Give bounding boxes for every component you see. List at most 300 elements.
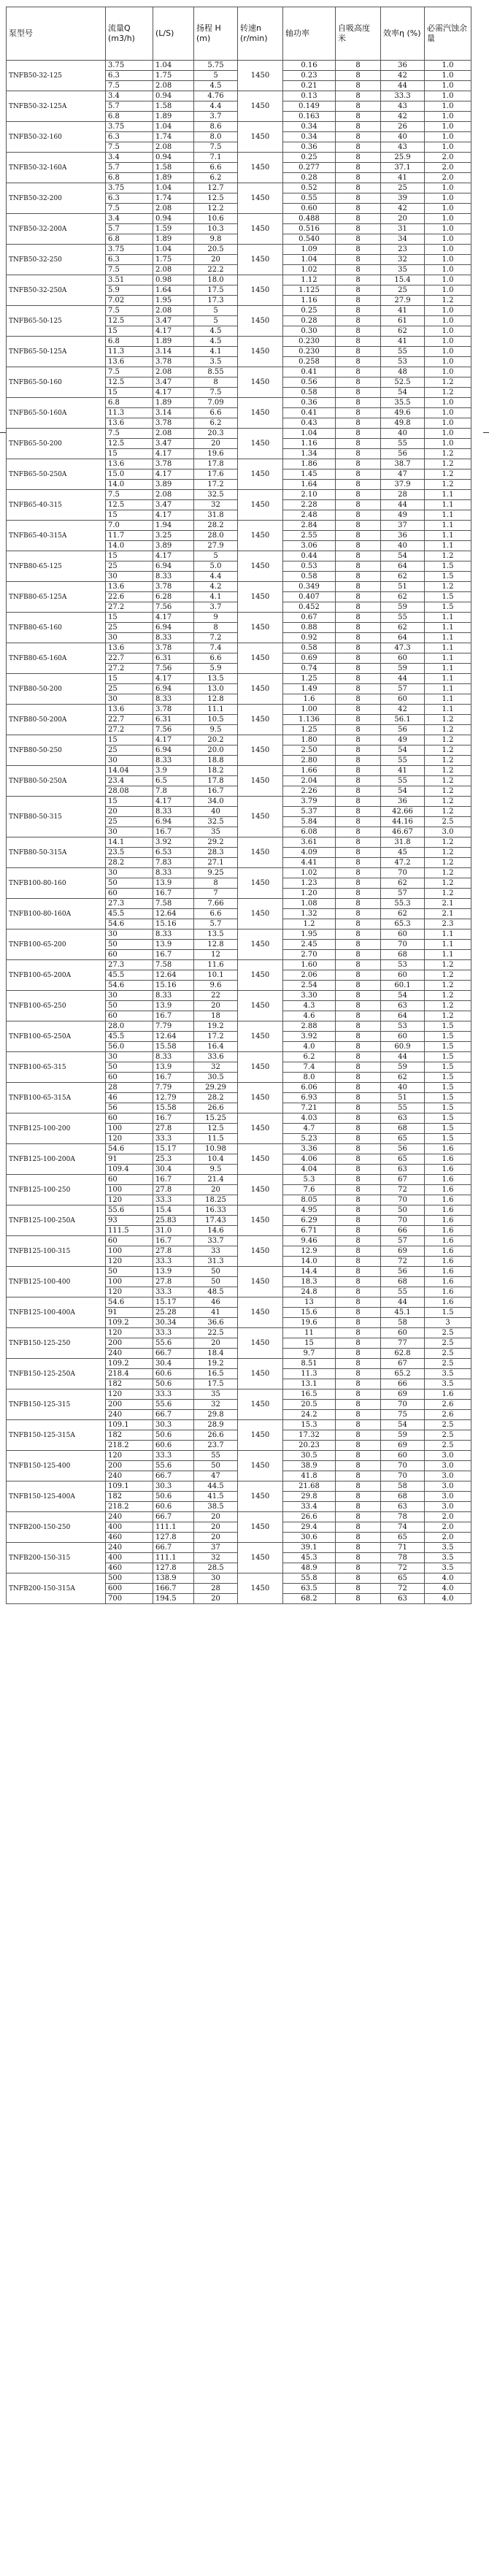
model-cell: TNFB50-32-160	[7, 122, 106, 153]
flow-ls-cell: 7.56	[153, 664, 194, 674]
efficiency-cell: 41	[381, 766, 425, 776]
shaft-power-cell: 0.258	[283, 357, 336, 367]
npshr-cell: 1.2	[425, 766, 471, 776]
npshr-cell: 1.2	[425, 1011, 471, 1021]
shaft-power-cell: 2.28	[283, 500, 336, 510]
shaft-power-cell: 2.45	[283, 940, 336, 950]
head-cell: 30	[194, 1573, 238, 1584]
efficiency-cell: 60	[381, 653, 425, 664]
flow-m3h-cell: 15	[106, 613, 153, 623]
head-cell: 19.2	[194, 1359, 238, 1369]
head-cell: 4.1	[194, 592, 238, 602]
head-cell: 8.0	[194, 132, 238, 142]
shaft-power-cell: 24.8	[283, 1287, 336, 1297]
suction-height-cell: 8	[336, 480, 381, 490]
flow-ls-cell: 4.17	[153, 735, 194, 745]
flow-m3h-cell: 27.3	[106, 899, 153, 909]
npshr-cell: 1.0	[425, 101, 471, 112]
flow-m3h-cell: 6.8	[106, 398, 153, 408]
shaft-power-cell: 17.32	[283, 1430, 336, 1441]
flow-ls-cell: 8.33	[153, 694, 194, 705]
efficiency-cell: 56	[381, 449, 425, 459]
header-speed: 转速n (r/min)	[238, 7, 283, 61]
speed-cell: 1450	[238, 521, 283, 551]
flow-ls-cell: 60.6	[153, 1369, 194, 1379]
model-cell: TNFB150-125-400	[7, 1451, 106, 1481]
npshr-cell: 1.0	[425, 122, 471, 132]
npshr-cell: 1.2	[425, 858, 471, 868]
flow-ls-cell: 0.94	[153, 214, 194, 224]
head-cell: 20.5	[194, 245, 238, 255]
table-row	[7, 1328, 471, 1338]
model-cell: TNFB150-125-400A	[7, 1481, 106, 1512]
head-cell: 18.0	[194, 275, 238, 285]
npshr-cell: 1.0	[425, 306, 471, 316]
shaft-power-cell: 15.6	[283, 1308, 336, 1318]
flow-ls-cell: 2.08	[153, 367, 194, 377]
speed-cell: 1450	[238, 367, 283, 398]
npshr-cell: 1.2	[425, 551, 471, 561]
suction-height-cell: 8	[336, 1594, 381, 1604]
shaft-power-cell: 0.36	[283, 398, 336, 408]
efficiency-cell: 68	[381, 1124, 425, 1134]
npshr-cell: 2.5	[425, 1430, 471, 1441]
flow-m3h-cell: 240	[106, 1410, 153, 1420]
head-cell: 33	[194, 1246, 238, 1257]
shaft-power-cell: 45.3	[283, 1553, 336, 1563]
shaft-power-cell: 3.61	[283, 837, 336, 848]
table-row	[7, 521, 471, 531]
efficiency-cell: 67	[381, 1175, 425, 1185]
efficiency-cell: 70	[381, 868, 425, 878]
flow-m3h-cell: 15	[106, 326, 153, 337]
flow-m3h-cell: 6.3	[106, 193, 153, 204]
efficiency-cell: 40	[381, 541, 425, 551]
flow-m3h-cell: 7.02	[106, 296, 153, 306]
shaft-power-cell: 3.79	[283, 797, 336, 807]
suction-height-cell: 8	[336, 142, 381, 153]
model-cell: TNFB150-125-315	[7, 1389, 106, 1420]
efficiency-cell: 53	[381, 1021, 425, 1032]
head-cell: 5.9	[194, 664, 238, 674]
suction-height-cell: 8	[336, 469, 381, 480]
flow-ls-cell: 2.08	[153, 142, 194, 153]
flow-ls-cell: 16.7	[153, 1175, 194, 1185]
head-cell: 28.9	[194, 1420, 238, 1430]
flow-m3h-cell: 50	[106, 940, 153, 950]
suction-height-cell: 8	[336, 786, 381, 797]
flow-ls-cell: 16.7	[153, 827, 194, 837]
suction-height-cell: 8	[336, 163, 381, 173]
flow-ls-cell: 33.3	[153, 1328, 194, 1338]
efficiency-cell: 42	[381, 71, 425, 81]
npshr-cell: 1.5	[425, 1073, 471, 1083]
shaft-power-cell: 6.06	[283, 1083, 336, 1093]
flow-ls-cell: 1.89	[153, 234, 194, 245]
npshr-cell: 1.0	[425, 245, 471, 255]
flow-ls-cell: 3.92	[153, 837, 194, 848]
head-cell: 5.75	[194, 61, 238, 71]
shaft-power-cell: 0.28	[283, 173, 336, 183]
shaft-power-cell: 5.3	[283, 1175, 336, 1185]
shaft-power-cell: 4.41	[283, 858, 336, 868]
table-row	[7, 582, 471, 592]
model-cell: TNFB65-50-200	[7, 429, 106, 459]
flow-ls-cell: 3.47	[153, 377, 194, 388]
npshr-cell: 4.0	[425, 1594, 471, 1604]
head-cell: 12.8	[194, 940, 238, 950]
npshr-cell: 1.6	[425, 1205, 471, 1216]
head-cell: 6.6	[194, 163, 238, 173]
shaft-power-cell: 0.349	[283, 582, 336, 592]
flow-ls-cell: 8.33	[153, 572, 194, 582]
head-cell: 20.2	[194, 735, 238, 745]
speed-cell: 1450	[238, 1512, 283, 1543]
efficiency-cell: 44	[381, 500, 425, 510]
flow-ls-cell: 27.8	[153, 1246, 194, 1257]
npshr-cell: 3.0	[425, 1502, 471, 1512]
suction-height-cell: 8	[336, 981, 381, 991]
table-row	[7, 429, 471, 439]
flow-ls-cell: 127.8	[153, 1533, 194, 1543]
head-cell: 10.98	[194, 1144, 238, 1154]
flow-ls-cell: 3.78	[153, 459, 194, 469]
model-cell: TNFB50-32-125	[7, 61, 106, 91]
suction-height-cell: 8	[336, 347, 381, 357]
npshr-cell: 2.0	[425, 1533, 471, 1543]
flow-m3h-cell: 6.8	[106, 234, 153, 245]
flow-m3h-cell: 5.7	[106, 101, 153, 112]
model-cell: TNFB125-100-400	[7, 1267, 106, 1297]
flow-ls-cell: 27.8	[153, 1277, 194, 1287]
shaft-power-cell: 1.16	[283, 296, 336, 306]
model-cell: TNFB125-100-400A	[7, 1297, 106, 1328]
flow-ls-cell: 33.3	[153, 1287, 194, 1297]
efficiency-cell: 70	[381, 1461, 425, 1471]
speed-cell: 1450	[238, 960, 283, 991]
npshr-cell: 1.6	[425, 1277, 471, 1287]
speed-cell: 1450	[238, 61, 283, 91]
efficiency-cell: 54	[381, 991, 425, 1001]
efficiency-cell: 56	[381, 725, 425, 735]
suction-height-cell: 8	[336, 224, 381, 234]
table-row	[7, 1052, 471, 1062]
flow-m3h-cell: 30	[106, 827, 153, 837]
suction-height-cell: 8	[336, 510, 381, 521]
npshr-cell: 3.5	[425, 1369, 471, 1379]
head-cell: 10.1	[194, 970, 238, 981]
flow-m3h-cell: 3.75	[106, 61, 153, 71]
head-cell: 7.09	[194, 398, 238, 408]
model-cell: TNFB50-32-250	[7, 245, 106, 275]
efficiency-cell: 55	[381, 1103, 425, 1113]
flow-ls-cell: 8.33	[153, 929, 194, 940]
shaft-power-cell: 11	[283, 1328, 336, 1338]
flow-ls-cell: 66.7	[153, 1512, 194, 1522]
shaft-power-cell: 0.36	[283, 142, 336, 153]
flow-m3h-cell: 100	[106, 1246, 153, 1257]
head-cell: 21.4	[194, 1175, 238, 1185]
efficiency-cell: 60	[381, 1451, 425, 1461]
flow-m3h-cell: 60	[106, 1011, 153, 1021]
npshr-cell: 1.0	[425, 183, 471, 193]
table-row	[7, 1512, 471, 1522]
npshr-cell: 2.6	[425, 1410, 471, 1420]
npshr-cell: 1.6	[425, 1257, 471, 1267]
flow-m3h-cell: 46	[106, 1093, 153, 1103]
npshr-cell: 1.0	[425, 61, 471, 71]
npshr-cell: 1.5	[425, 1062, 471, 1073]
head-cell: 17.3	[194, 296, 238, 306]
shaft-power-cell: 2.55	[283, 531, 336, 541]
efficiency-cell: 55	[381, 1287, 425, 1297]
head-cell: 17.5	[194, 1379, 238, 1389]
shaft-power-cell: 4.6	[283, 1011, 336, 1021]
efficiency-cell: 42	[381, 705, 425, 715]
npshr-cell: 1.2	[425, 786, 471, 797]
flow-ls-cell: 3.89	[153, 541, 194, 551]
npshr-cell: 2.5	[425, 1359, 471, 1369]
flow-ls-cell: 7.56	[153, 725, 194, 735]
head-cell: 17.8	[194, 776, 238, 786]
shaft-power-cell: 8.0	[283, 1073, 336, 1083]
npshr-cell: 1.5	[425, 1124, 471, 1134]
efficiency-cell: 64	[381, 633, 425, 643]
head-cell: 48.5	[194, 1287, 238, 1297]
flow-m3h-cell: 30	[106, 756, 153, 766]
head-cell: 12.5	[194, 1124, 238, 1134]
efficiency-cell: 35.5	[381, 398, 425, 408]
flow-ls-cell: 25.28	[153, 1308, 194, 1318]
npshr-cell: 1.0	[425, 347, 471, 357]
shaft-power-cell: 4.04	[283, 1165, 336, 1175]
npshr-cell: 1.2	[425, 296, 471, 306]
model-cell: TNFB65-50-125	[7, 306, 106, 337]
table-row	[7, 459, 471, 469]
shaft-power-cell: 0.44	[283, 551, 336, 561]
suction-height-cell: 8	[336, 500, 381, 510]
head-cell: 44.5	[194, 1481, 238, 1492]
shaft-power-cell: 1.45	[283, 469, 336, 480]
flow-ls-cell: 7.58	[153, 899, 194, 909]
head-cell: 11.1	[194, 705, 238, 715]
flow-m3h-cell: 6.3	[106, 71, 153, 81]
suction-height-cell: 8	[336, 1175, 381, 1185]
flow-ls-cell: 13.9	[153, 940, 194, 950]
shaft-power-cell: 7.21	[283, 1103, 336, 1113]
speed-cell: 1450	[238, 245, 283, 275]
flow-m3h-cell: 54.6	[106, 981, 153, 991]
speed-cell: 1450	[238, 459, 283, 490]
model-cell: TNFB100-65-250	[7, 991, 106, 1021]
flow-ls-cell: 13.9	[153, 1267, 194, 1277]
head-cell: 22.5	[194, 1328, 238, 1338]
flow-ls-cell: 0.98	[153, 275, 194, 285]
efficiency-cell: 25	[381, 285, 425, 296]
flow-m3h-cell: 60	[106, 1175, 153, 1185]
shaft-power-cell: 6.08	[283, 827, 336, 837]
suction-height-cell: 8	[336, 735, 381, 745]
head-cell: 17.5	[194, 285, 238, 296]
efficiency-cell: 55	[381, 756, 425, 766]
suction-height-cell: 8	[336, 878, 381, 889]
efficiency-cell: 33.3	[381, 91, 425, 101]
flow-m3h-cell: 25	[106, 745, 153, 756]
flow-m3h-cell: 500	[106, 1573, 153, 1584]
flow-ls-cell: 66.7	[153, 1471, 194, 1481]
suction-height-cell: 8	[336, 929, 381, 940]
head-cell: 20	[194, 439, 238, 449]
shaft-power-cell: 3.92	[283, 1032, 336, 1042]
suction-height-cell: 8	[336, 81, 381, 91]
flow-ls-cell: 4.17	[153, 613, 194, 623]
head-cell: 35	[194, 827, 238, 837]
suction-height-cell: 8	[336, 1410, 381, 1420]
npshr-cell: 1.5	[425, 1032, 471, 1042]
efficiency-cell: 71	[381, 1543, 425, 1553]
flow-ls-cell: 6.94	[153, 623, 194, 633]
npshr-cell: 1.0	[425, 408, 471, 418]
efficiency-cell: 57	[381, 1236, 425, 1246]
head-cell: 5	[194, 71, 238, 81]
shaft-power-cell: 20.23	[283, 1441, 336, 1451]
shaft-power-cell: 68.2	[283, 1594, 336, 1604]
suction-height-cell: 8	[336, 1338, 381, 1349]
npshr-cell: 1.5	[425, 572, 471, 582]
efficiency-cell: 58	[381, 1318, 425, 1328]
table-row	[7, 705, 471, 715]
efficiency-cell: 53	[381, 960, 425, 970]
shaft-power-cell: 2.70	[283, 950, 336, 960]
flow-ls-cell: 8.33	[153, 633, 194, 643]
flow-ls-cell: 1.75	[153, 71, 194, 81]
flow-m3h-cell: 6.8	[106, 112, 153, 122]
npshr-cell: 2.0	[425, 173, 471, 183]
model-cell: TNFB200-150-250	[7, 1512, 106, 1543]
suction-height-cell: 8	[336, 848, 381, 858]
flow-ls-cell: 127.8	[153, 1563, 194, 1573]
flow-ls-cell: 8.33	[153, 991, 194, 1001]
suction-height-cell: 8	[336, 112, 381, 122]
shaft-power-cell: 11.3	[283, 1369, 336, 1379]
shaft-power-cell: 4.3	[283, 1001, 336, 1011]
suction-height-cell: 8	[336, 398, 381, 408]
flow-ls-cell: 60.6	[153, 1441, 194, 1451]
head-cell: 33.6	[194, 1052, 238, 1062]
efficiency-cell: 44	[381, 81, 425, 91]
efficiency-cell: 64	[381, 561, 425, 572]
flow-ls-cell: 25.3	[153, 1154, 194, 1165]
efficiency-cell: 51	[381, 1093, 425, 1103]
head-cell: 32.5	[194, 490, 238, 500]
flow-m3h-cell: 27.2	[106, 664, 153, 674]
efficiency-cell: 78	[381, 1553, 425, 1563]
head-cell: 9.6	[194, 981, 238, 991]
flow-ls-cell: 1.89	[153, 173, 194, 183]
shaft-power-cell: 15.3	[283, 1420, 336, 1430]
flow-m3h-cell: 7.0	[106, 521, 153, 531]
suction-height-cell: 8	[336, 1226, 381, 1236]
efficiency-cell: 42	[381, 204, 425, 214]
flow-ls-cell: 3.14	[153, 347, 194, 357]
flow-m3h-cell: 6.3	[106, 132, 153, 142]
efficiency-cell: 57	[381, 684, 425, 694]
flow-m3h-cell: 54.6	[106, 1297, 153, 1308]
flow-ls-cell: 1.74	[153, 193, 194, 204]
suction-height-cell: 8	[336, 858, 381, 868]
suction-height-cell: 8	[336, 664, 381, 674]
model-cell: TNFB65-50-160A	[7, 398, 106, 429]
flow-m3h-cell: 182	[106, 1430, 153, 1441]
flow-m3h-cell: 28	[106, 1083, 153, 1093]
flow-ls-cell: 0.94	[153, 153, 194, 163]
suction-height-cell: 8	[336, 1277, 381, 1287]
suction-height-cell: 8	[336, 1154, 381, 1165]
suction-height-cell: 8	[336, 1553, 381, 1563]
suction-height-cell: 8	[336, 643, 381, 653]
head-cell: 4.5	[194, 81, 238, 91]
flow-ls-cell: 1.59	[153, 224, 194, 234]
efficiency-cell: 27.9	[381, 296, 425, 306]
head-cell: 20	[194, 1001, 238, 1011]
flow-ls-cell: 3.25	[153, 531, 194, 541]
head-cell: 20	[194, 1533, 238, 1543]
efficiency-cell: 40	[381, 1083, 425, 1093]
flow-m3h-cell: 120	[106, 1451, 153, 1461]
flow-ls-cell: 166.7	[153, 1584, 194, 1594]
suction-height-cell: 8	[336, 377, 381, 388]
flow-m3h-cell: 56	[106, 1103, 153, 1113]
shaft-power-cell: 8.05	[283, 1195, 336, 1205]
model-cell: TNFB125-100-250A	[7, 1205, 106, 1236]
shaft-power-cell: 1.32	[283, 909, 336, 919]
flow-ls-cell: 27.8	[153, 1185, 194, 1195]
table-row	[7, 214, 471, 224]
shaft-power-cell: 33.4	[283, 1502, 336, 1512]
suction-height-cell: 8	[336, 1093, 381, 1103]
model-cell: TNFB80-50-200A	[7, 705, 106, 735]
flow-ls-cell: 6.28	[153, 592, 194, 602]
flow-ls-cell: 8.33	[153, 868, 194, 878]
flow-ls-cell: 16.7	[153, 1073, 194, 1083]
flow-m3h-cell: 14.0	[106, 541, 153, 551]
npshr-cell: 3.0	[425, 1492, 471, 1502]
suction-height-cell: 8	[336, 1103, 381, 1113]
npshr-cell: 1.5	[425, 1093, 471, 1103]
npshr-cell: 1.0	[425, 326, 471, 337]
efficiency-cell: 31	[381, 224, 425, 234]
suction-height-cell: 8	[336, 1032, 381, 1042]
shaft-power-cell: 0.52	[283, 183, 336, 193]
model-cell: TNFB80-65-160	[7, 613, 106, 643]
npshr-cell: 1.1	[425, 500, 471, 510]
shaft-power-cell: 2.88	[283, 1021, 336, 1032]
npshr-cell: 1.1	[425, 674, 471, 684]
flow-m3h-cell: 182	[106, 1492, 153, 1502]
npshr-cell: 3.5	[425, 1553, 471, 1563]
shaft-power-cell: 4.95	[283, 1205, 336, 1216]
shaft-power-cell: 30.6	[283, 1533, 336, 1543]
flow-m3h-cell: 120	[106, 1134, 153, 1144]
head-cell: 18	[194, 1011, 238, 1021]
npshr-cell: 1.2	[425, 797, 471, 807]
shaft-power-cell: 0.230	[283, 347, 336, 357]
shaft-power-cell: 0.55	[283, 193, 336, 204]
shaft-power-cell: 2.84	[283, 521, 336, 531]
npshr-cell: 3.0	[425, 1471, 471, 1481]
shaft-power-cell: 2.80	[283, 756, 336, 766]
suction-height-cell: 8	[336, 265, 381, 275]
